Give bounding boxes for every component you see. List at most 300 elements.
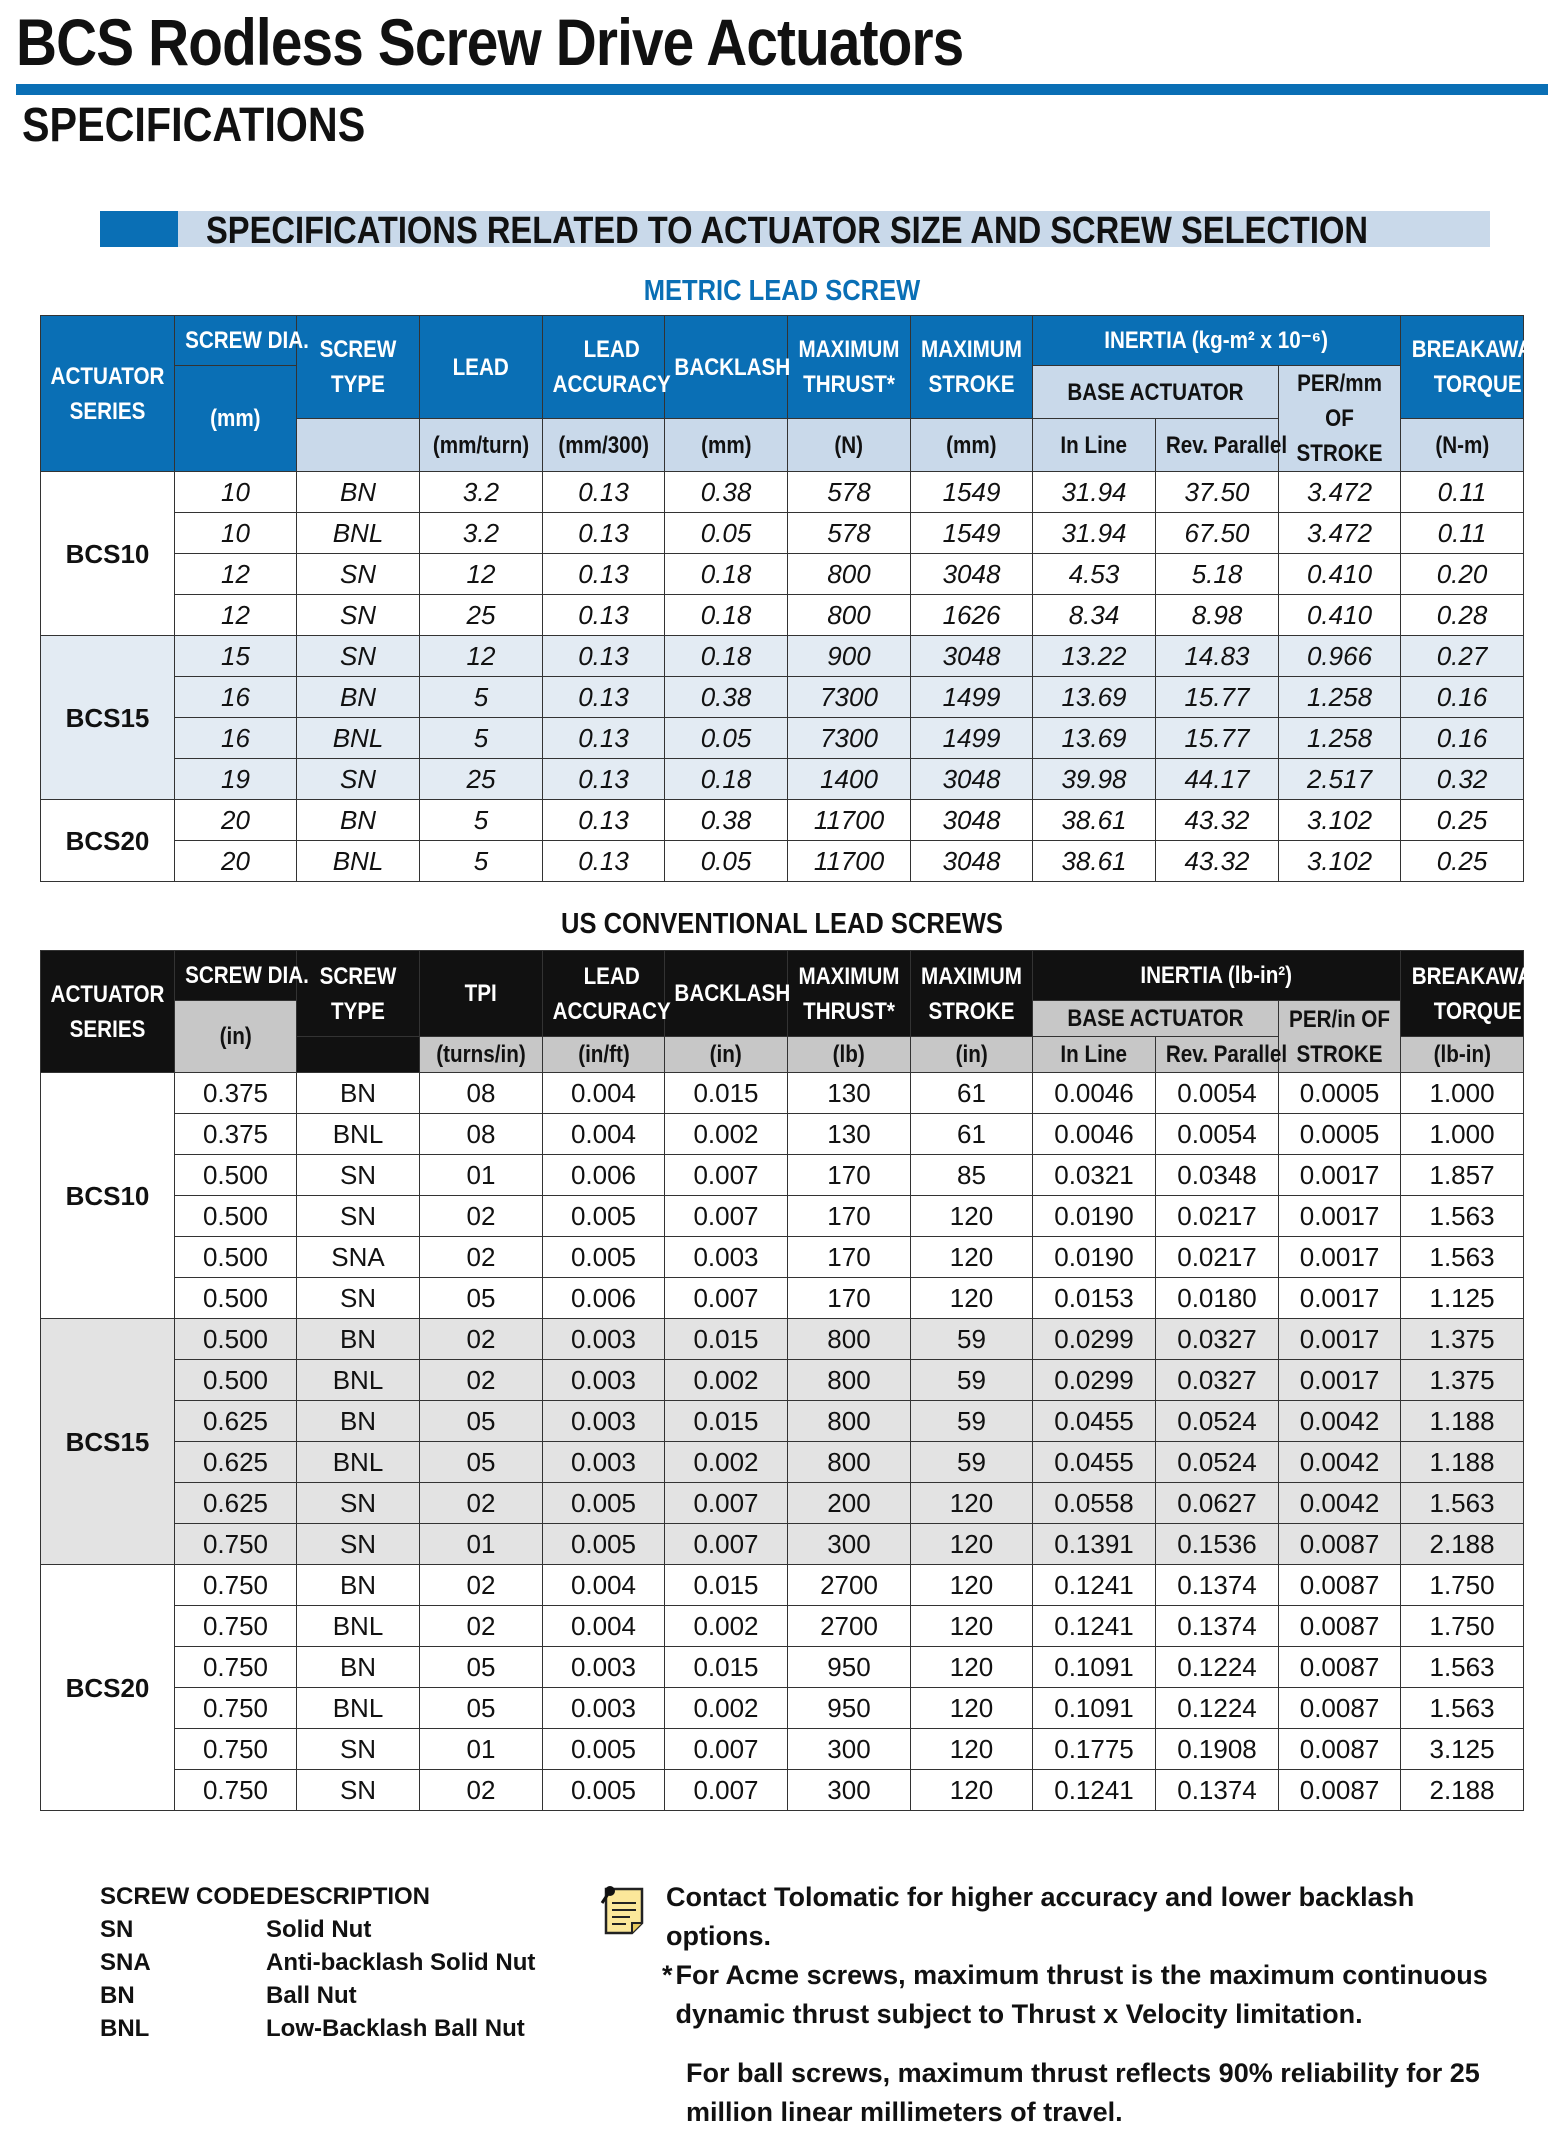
table-cell: 0.13 bbox=[543, 800, 665, 841]
table-row bbox=[41, 1073, 1524, 1114]
table-cell: 0.0455 bbox=[1033, 1401, 1156, 1442]
table-cell: 0.0042 bbox=[1279, 1401, 1401, 1442]
table-cell: 0.007 bbox=[665, 1524, 788, 1565]
table-cell: 0.007 bbox=[665, 1278, 788, 1319]
legend-desc: Anti-backlash Solid Nut bbox=[266, 1949, 536, 1976]
table-cell: 1.000 bbox=[1401, 1073, 1524, 1114]
table-cell: 0.375 bbox=[175, 1114, 297, 1155]
table-cell: 800 bbox=[788, 1360, 911, 1401]
banner-accent-block bbox=[100, 211, 178, 247]
table-cell: 31.94 bbox=[1033, 513, 1156, 554]
table-cell: 300 bbox=[788, 1729, 911, 1770]
table-cell: 0.005 bbox=[543, 1770, 665, 1811]
table-cell: 67.50 bbox=[1156, 513, 1279, 554]
table-cell: 3048 bbox=[911, 636, 1033, 677]
table-cell: 01 bbox=[420, 1524, 543, 1565]
table-cell: 1.000 bbox=[1401, 1114, 1524, 1155]
header-inertia: INERTIA (kg-m² x 10⁻⁶) bbox=[1033, 316, 1401, 366]
unit-breakaway: (lb-in) bbox=[1401, 1037, 1524, 1073]
table-cell: 3.2 bbox=[420, 472, 543, 513]
table-row bbox=[41, 1114, 1524, 1155]
table-cell: 0.0558 bbox=[1033, 1483, 1156, 1524]
unit-screw-type bbox=[297, 419, 420, 472]
table-cell: 800 bbox=[788, 1442, 911, 1483]
table-cell: 0.005 bbox=[543, 1483, 665, 1524]
table-row bbox=[41, 1729, 1524, 1770]
table-cell: 0.0455 bbox=[1033, 1442, 1156, 1483]
table-cell: SN bbox=[297, 1729, 420, 1770]
table-row bbox=[41, 1565, 1524, 1606]
table-cell: 43.32 bbox=[1156, 800, 1279, 841]
table-cell: 0.007 bbox=[665, 1770, 788, 1811]
table-cell: 0.16 bbox=[1401, 718, 1524, 759]
table-cell: SN bbox=[297, 1524, 420, 1565]
table-cell: 2.517 bbox=[1279, 759, 1401, 800]
table-cell: 02 bbox=[420, 1237, 543, 1278]
header-lead: LEAD bbox=[420, 316, 543, 419]
table-cell: 2700 bbox=[788, 1565, 911, 1606]
table-cell: SN bbox=[297, 595, 420, 636]
header-max-stroke: MAXIMUM STROKE bbox=[911, 951, 1033, 1037]
table-cell: 0.003 bbox=[543, 1319, 665, 1360]
table-cell: 120 bbox=[911, 1278, 1033, 1319]
table-cell: 120 bbox=[911, 1483, 1033, 1524]
table-cell: 14.83 bbox=[1156, 636, 1279, 677]
table-cell: 11700 bbox=[788, 800, 911, 841]
table-cell: 120 bbox=[911, 1606, 1033, 1647]
table-cell: 3048 bbox=[911, 554, 1033, 595]
table-cell: 0.015 bbox=[665, 1401, 788, 1442]
table-row bbox=[41, 1483, 1524, 1524]
section-banner bbox=[100, 210, 1490, 252]
header-screw-dia: SCREW DIA. bbox=[175, 951, 297, 1001]
metric-spec-table bbox=[40, 315, 1545, 882]
table-cell: 0.05 bbox=[665, 841, 788, 882]
table-cell: 0.015 bbox=[665, 1647, 788, 1688]
title-rule bbox=[16, 84, 1548, 95]
table-cell: 0.625 bbox=[175, 1483, 297, 1524]
table-cell: 0.0524 bbox=[1156, 1401, 1279, 1442]
table-cell: 05 bbox=[420, 1401, 543, 1442]
table-row bbox=[41, 1524, 1524, 1565]
table-cell: 5.18 bbox=[1156, 554, 1279, 595]
unit-screw-type bbox=[297, 1037, 420, 1073]
table-cell: 0.38 bbox=[665, 677, 788, 718]
table-cell: 0.13 bbox=[543, 554, 665, 595]
table-cell: 0.015 bbox=[665, 1319, 788, 1360]
table-cell: 0.0153 bbox=[1033, 1278, 1156, 1319]
table-cell: 0.750 bbox=[175, 1729, 297, 1770]
table-cell: 0.004 bbox=[543, 1073, 665, 1114]
table-cell: 02 bbox=[420, 1770, 543, 1811]
table-row bbox=[41, 718, 1524, 759]
header-inertia: INERTIA (lb-in²) bbox=[1033, 951, 1401, 1001]
table-cell: 0.410 bbox=[1279, 595, 1401, 636]
table-cell: 0.625 bbox=[175, 1442, 297, 1483]
table-cell: 05 bbox=[420, 1647, 543, 1688]
table-cell: 0.0627 bbox=[1156, 1483, 1279, 1524]
legend-code-header: SCREW CODE bbox=[100, 1883, 266, 1910]
table-cell: 01 bbox=[420, 1729, 543, 1770]
table-cell: 900 bbox=[788, 636, 911, 677]
table-cell: 300 bbox=[788, 1770, 911, 1811]
table-cell: 0.003 bbox=[665, 1237, 788, 1278]
table-cell: 0.0217 bbox=[1156, 1237, 1279, 1278]
table-cell: 20 bbox=[175, 800, 297, 841]
table-cell: 0.0327 bbox=[1156, 1319, 1279, 1360]
table-cell: 0.0087 bbox=[1279, 1729, 1401, 1770]
table-cell: 0.006 bbox=[543, 1278, 665, 1319]
table-cell: 0.0054 bbox=[1156, 1114, 1279, 1155]
table-cell: 3.102 bbox=[1279, 841, 1401, 882]
unit-max-thrust: (lb) bbox=[788, 1037, 911, 1073]
table-cell: SNA bbox=[297, 1237, 420, 1278]
table-cell: 0.13 bbox=[543, 513, 665, 554]
table-cell: 7300 bbox=[788, 677, 911, 718]
table-cell: 0.002 bbox=[665, 1360, 788, 1401]
table-cell: 1.750 bbox=[1401, 1606, 1524, 1647]
table-cell: 1626 bbox=[911, 595, 1033, 636]
table-cell: 578 bbox=[788, 513, 911, 554]
table-cell: 0.750 bbox=[175, 1606, 297, 1647]
table-cell: 0.0017 bbox=[1279, 1237, 1401, 1278]
series-cell: BCS15 bbox=[41, 1319, 175, 1565]
table-cell: 05 bbox=[420, 1278, 543, 1319]
table-cell: 0.500 bbox=[175, 1278, 297, 1319]
table-cell: 05 bbox=[420, 1442, 543, 1483]
table-cell: SN bbox=[297, 1196, 420, 1237]
legend-desc-header: DESCRIPTION bbox=[266, 1883, 431, 1910]
header-base-actuator: BASE ACTUATOR bbox=[1033, 366, 1279, 419]
unit-max-stroke: (in) bbox=[911, 1037, 1033, 1073]
page-title: BCS Rodless Screw Drive Actuators bbox=[16, 5, 964, 79]
table-cell: 0.004 bbox=[543, 1114, 665, 1155]
table-cell: 120 bbox=[911, 1729, 1033, 1770]
table-cell: 0.1536 bbox=[1156, 1524, 1279, 1565]
note-pad-icon bbox=[598, 1883, 648, 1935]
table-cell: 0.0299 bbox=[1033, 1360, 1156, 1401]
table-cell: 0.007 bbox=[665, 1155, 788, 1196]
table-cell: 0.002 bbox=[665, 1688, 788, 1729]
table-cell: 120 bbox=[911, 1196, 1033, 1237]
table-cell: 0.13 bbox=[543, 595, 665, 636]
table-cell: 31.94 bbox=[1033, 472, 1156, 513]
table-cell: 1.375 bbox=[1401, 1319, 1524, 1360]
table-cell: 0.750 bbox=[175, 1688, 297, 1729]
table-cell: 1.125 bbox=[1401, 1278, 1524, 1319]
table-cell: 02 bbox=[420, 1483, 543, 1524]
header-backlash: BACKLASH bbox=[665, 316, 788, 419]
table-cell: 0.015 bbox=[665, 1565, 788, 1606]
table-cell: BN bbox=[297, 472, 420, 513]
table-cell: 1.258 bbox=[1279, 677, 1401, 718]
table-cell: 02 bbox=[420, 1360, 543, 1401]
table-cell: 0.18 bbox=[665, 759, 788, 800]
table-row bbox=[41, 554, 1524, 595]
table-cell: 0.1775 bbox=[1033, 1729, 1156, 1770]
table-row bbox=[41, 1401, 1524, 1442]
table-cell: 0.1241 bbox=[1033, 1770, 1156, 1811]
table-cell: 0.0017 bbox=[1279, 1360, 1401, 1401]
table-cell: 1499 bbox=[911, 718, 1033, 759]
table-cell: 0.0042 bbox=[1279, 1483, 1401, 1524]
table-cell: 25 bbox=[420, 595, 543, 636]
table-cell: 0.0087 bbox=[1279, 1647, 1401, 1688]
table-cell: 0.410 bbox=[1279, 554, 1401, 595]
us-table-caption: US CONVENTIONAL LEAD SCREWS bbox=[561, 908, 1003, 940]
table-cell: 0.500 bbox=[175, 1360, 297, 1401]
table-cell: SN bbox=[297, 759, 420, 800]
table-cell: 0.0087 bbox=[1279, 1688, 1401, 1729]
table-cell: 5 bbox=[420, 718, 543, 759]
header-in-line: In Line bbox=[1033, 419, 1156, 472]
table-cell: 0.0017 bbox=[1279, 1155, 1401, 1196]
acme-note: For Acme screws, maximum thrust is the maximum continuous dynamic thrust subject to Thrust x Velocity limitation. bbox=[675, 1960, 1488, 2029]
table-cell: 1.857 bbox=[1401, 1155, 1524, 1196]
table-cell: BNL bbox=[297, 1114, 420, 1155]
table-cell: 800 bbox=[788, 1319, 911, 1360]
table-cell: 3.125 bbox=[1401, 1729, 1524, 1770]
table-cell: 2700 bbox=[788, 1606, 911, 1647]
table-row bbox=[41, 677, 1524, 718]
table-cell: 15.77 bbox=[1156, 718, 1279, 759]
table-cell: 120 bbox=[911, 1647, 1033, 1688]
table-cell: 5 bbox=[420, 841, 543, 882]
unit-screw-dia: (in) bbox=[175, 1001, 297, 1073]
unit-lead-accuracy: (mm/300) bbox=[543, 419, 665, 472]
table-cell: 10 bbox=[175, 513, 297, 554]
table-cell: 1.375 bbox=[1401, 1360, 1524, 1401]
table-cell: 0.1241 bbox=[1033, 1565, 1156, 1606]
table-cell: 0.1374 bbox=[1156, 1606, 1279, 1647]
table-row bbox=[41, 1770, 1524, 1811]
table-cell: 0.16 bbox=[1401, 677, 1524, 718]
table-cell: 0.0348 bbox=[1156, 1155, 1279, 1196]
table-cell: 0.0087 bbox=[1279, 1770, 1401, 1811]
table-cell: 1499 bbox=[911, 677, 1033, 718]
table-cell: 05 bbox=[420, 1688, 543, 1729]
table-row bbox=[41, 800, 1524, 841]
table-cell: 0.13 bbox=[543, 718, 665, 759]
table-cell: 0.25 bbox=[1401, 841, 1524, 882]
series-cell: BCS15 bbox=[41, 636, 175, 800]
table-cell: 19 bbox=[175, 759, 297, 800]
table-cell: 02 bbox=[420, 1319, 543, 1360]
table-cell: 0.1374 bbox=[1156, 1770, 1279, 1811]
metric-table-caption: METRIC LEAD SCREW bbox=[643, 275, 921, 307]
table-cell: 120 bbox=[911, 1237, 1033, 1278]
header-max-thrust: MAXIMUM THRUST* bbox=[788, 316, 911, 419]
header-tpi: TPI bbox=[420, 951, 543, 1037]
table-cell: 13.69 bbox=[1033, 677, 1156, 718]
table-cell: 0.18 bbox=[665, 595, 788, 636]
table-cell: 0.500 bbox=[175, 1196, 297, 1237]
header-lead-accuracy: LEAD ACCURACY bbox=[543, 316, 665, 419]
table-cell: 0.004 bbox=[543, 1606, 665, 1647]
table-cell: 800 bbox=[788, 1401, 911, 1442]
table-cell: 0.11 bbox=[1401, 513, 1524, 554]
header-breakaway: BREAKAWAY TORQUE bbox=[1401, 951, 1524, 1037]
table-cell: 120 bbox=[911, 1770, 1033, 1811]
header-per-stroke: PER/in OF STROKE bbox=[1279, 1001, 1401, 1073]
table-cell: 12 bbox=[175, 595, 297, 636]
unit-breakaway: (N-m) bbox=[1401, 419, 1524, 472]
table-cell: 170 bbox=[788, 1278, 911, 1319]
table-cell: BN bbox=[297, 1565, 420, 1606]
table-cell: 0.25 bbox=[1401, 800, 1524, 841]
header-per-stroke: PER/mm OF STROKE bbox=[1279, 366, 1401, 472]
table-cell: 13.69 bbox=[1033, 718, 1156, 759]
table-cell: 0.0017 bbox=[1279, 1196, 1401, 1237]
table-cell: 0.006 bbox=[543, 1155, 665, 1196]
table-cell: 0.005 bbox=[543, 1237, 665, 1278]
table-cell: 0.1091 bbox=[1033, 1647, 1156, 1688]
table-cell: 0.0017 bbox=[1279, 1278, 1401, 1319]
table-cell: 15 bbox=[175, 636, 297, 677]
series-cell: BCS10 bbox=[41, 1073, 175, 1319]
table-cell: BN bbox=[297, 1319, 420, 1360]
header-breakaway: BREAKAWAY TORQUE bbox=[1401, 316, 1524, 419]
table-cell: 1.188 bbox=[1401, 1401, 1524, 1442]
table-cell: 0.1391 bbox=[1033, 1524, 1156, 1565]
table-cell: 39.98 bbox=[1033, 759, 1156, 800]
table-cell: 1.750 bbox=[1401, 1565, 1524, 1606]
unit-lead-accuracy: (in/ft) bbox=[543, 1037, 665, 1073]
table-row bbox=[41, 841, 1524, 882]
table-cell: 08 bbox=[420, 1114, 543, 1155]
table-cell: 5 bbox=[420, 800, 543, 841]
table-cell: 12 bbox=[420, 554, 543, 595]
table-cell: 12 bbox=[420, 636, 543, 677]
table-cell: 3.472 bbox=[1279, 472, 1401, 513]
table-cell: 3048 bbox=[911, 841, 1033, 882]
table-cell: 38.61 bbox=[1033, 841, 1156, 882]
table-cell: 0.38 bbox=[665, 800, 788, 841]
unit-backlash: (in) bbox=[665, 1037, 788, 1073]
table-cell: 1.563 bbox=[1401, 1237, 1524, 1278]
contact-note: Contact Tolomatic for higher accuracy and lower backlash options. bbox=[666, 1882, 1415, 1951]
table-cell: 0.1091 bbox=[1033, 1688, 1156, 1729]
table-cell: 3.102 bbox=[1279, 800, 1401, 841]
table-cell: 8.98 bbox=[1156, 595, 1279, 636]
table-cell: 130 bbox=[788, 1073, 911, 1114]
table-cell: BNL bbox=[297, 1688, 420, 1729]
table-cell: 3.2 bbox=[420, 513, 543, 554]
table-cell: 0.005 bbox=[543, 1524, 665, 1565]
table-cell: 16 bbox=[175, 677, 297, 718]
table-cell: 1.563 bbox=[1401, 1196, 1524, 1237]
unit-screw-dia: (mm) bbox=[175, 366, 297, 472]
table-cell: 0.0299 bbox=[1033, 1319, 1156, 1360]
table-cell: 0.0190 bbox=[1033, 1196, 1156, 1237]
table-cell: 0.500 bbox=[175, 1319, 297, 1360]
table-cell: 0.1908 bbox=[1156, 1729, 1279, 1770]
table-cell: BNL bbox=[297, 1442, 420, 1483]
table-cell: 0.003 bbox=[543, 1442, 665, 1483]
table-cell: 0.1374 bbox=[1156, 1565, 1279, 1606]
table-cell: 1549 bbox=[911, 513, 1033, 554]
table-row bbox=[41, 1155, 1524, 1196]
table-cell: SN bbox=[297, 1770, 420, 1811]
table-cell: 85 bbox=[911, 1155, 1033, 1196]
table-row bbox=[41, 1237, 1524, 1278]
unit-backlash: (mm) bbox=[665, 419, 788, 472]
table-cell: 3048 bbox=[911, 800, 1033, 841]
table-row bbox=[41, 1319, 1524, 1360]
table-cell: 0.11 bbox=[1401, 472, 1524, 513]
table-cell: 3.472 bbox=[1279, 513, 1401, 554]
table-cell: 0.1241 bbox=[1033, 1606, 1156, 1647]
table-cell: 800 bbox=[788, 595, 911, 636]
table-cell: 0.05 bbox=[665, 513, 788, 554]
table-cell: 43.32 bbox=[1156, 841, 1279, 882]
table-cell: 0.38 bbox=[665, 472, 788, 513]
table-cell: 0.500 bbox=[175, 1237, 297, 1278]
table-cell: 0.28 bbox=[1401, 595, 1524, 636]
table-cell: 0.13 bbox=[543, 841, 665, 882]
legend-code: BNL bbox=[100, 2015, 150, 2042]
legend-code: SN bbox=[100, 1916, 134, 1943]
table-cell: 0.003 bbox=[543, 1401, 665, 1442]
table-cell: 0.0321 bbox=[1033, 1155, 1156, 1196]
table-cell: 4.53 bbox=[1033, 554, 1156, 595]
table-cell: 0.13 bbox=[543, 759, 665, 800]
table-cell: BNL bbox=[297, 1360, 420, 1401]
table-cell: 170 bbox=[788, 1155, 911, 1196]
table-cell: 0.0180 bbox=[1156, 1278, 1279, 1319]
table-cell: 59 bbox=[911, 1401, 1033, 1442]
table-cell: 0.13 bbox=[543, 636, 665, 677]
table-row bbox=[41, 1196, 1524, 1237]
table-cell: 0.750 bbox=[175, 1770, 297, 1811]
table-cell: 02 bbox=[420, 1196, 543, 1237]
ball-screw-note: For ball screws, maximum thrust reflects 90% reliability for 25 million linear millimeters of travel. bbox=[686, 2058, 1480, 2127]
table-cell: 20 bbox=[175, 841, 297, 882]
header-rev-parallel: Rev. Parallel bbox=[1156, 419, 1279, 472]
table-cell: 0.13 bbox=[543, 472, 665, 513]
table-cell: 0.005 bbox=[543, 1196, 665, 1237]
table-cell: 5 bbox=[420, 677, 543, 718]
table-cell: 02 bbox=[420, 1565, 543, 1606]
table-cell: 59 bbox=[911, 1442, 1033, 1483]
table-cell: 0.750 bbox=[175, 1524, 297, 1565]
table-cell: BN bbox=[297, 1073, 420, 1114]
us-spec-table bbox=[40, 950, 1545, 1811]
table-cell: BN bbox=[297, 677, 420, 718]
table-cell: 0.0087 bbox=[1279, 1606, 1401, 1647]
table-cell: 0.004 bbox=[543, 1565, 665, 1606]
header-lead-accuracy: LEAD ACCURACY bbox=[543, 951, 665, 1037]
table-cell: 0.002 bbox=[665, 1606, 788, 1647]
table-row bbox=[41, 595, 1524, 636]
table-cell: 0.003 bbox=[543, 1688, 665, 1729]
table-cell: 16 bbox=[175, 718, 297, 759]
table-cell: 170 bbox=[788, 1196, 911, 1237]
legend-desc: Solid Nut bbox=[266, 1916, 372, 1943]
unit-lead: (mm/turn) bbox=[420, 419, 543, 472]
table-cell: BNL bbox=[297, 841, 420, 882]
table-cell: 0.0190 bbox=[1033, 1237, 1156, 1278]
table-cell: 0.007 bbox=[665, 1196, 788, 1237]
screw-code-legend bbox=[100, 1880, 626, 2045]
table-cell: 44.17 bbox=[1156, 759, 1279, 800]
table-cell: 0.18 bbox=[665, 554, 788, 595]
table-cell: 0.003 bbox=[543, 1360, 665, 1401]
table-cell: 11700 bbox=[788, 841, 911, 882]
table-cell: 120 bbox=[911, 1524, 1033, 1565]
table-cell: 61 bbox=[911, 1073, 1033, 1114]
table-cell: 0.0042 bbox=[1279, 1442, 1401, 1483]
